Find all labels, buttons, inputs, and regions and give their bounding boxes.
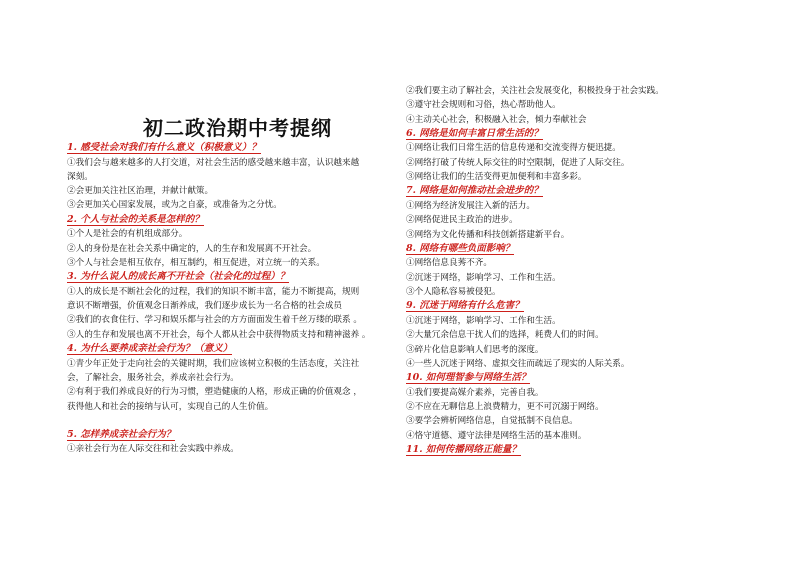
question-heading <box>406 242 736 257</box>
question-heading <box>406 443 736 458</box>
question-heading-text: 10. 如何理智参与网络生活？ <box>406 372 531 384</box>
question-heading-text: 4. 为什么要养成亲社会行为？（意义） <box>67 343 233 355</box>
answer-line: 意识不断增强，价值观念日渐养成，我们逐步成长为一名合格的社会成员 <box>67 301 343 312</box>
spacer <box>67 414 393 428</box>
question-heading <box>406 299 736 314</box>
question-heading <box>406 371 736 386</box>
question-heading <box>67 270 393 285</box>
question-heading <box>67 213 393 228</box>
answer-line: 会，了解社会，服务社会，养成亲社会行为。 <box>67 372 239 383</box>
answer-line: ③网络让我们的生活变得更加便利和丰富多彩。 <box>406 172 587 183</box>
answer-line: ①沉迷于网络，影响学习、工作和生活。 <box>406 315 561 326</box>
answer-line: ②有利于我们养成良好的行为习惯，塑造健康的人格，形成正确的价值观念 ， <box>67 387 362 398</box>
left-column <box>67 141 393 457</box>
answer-line: ③会更加关心国家发展，或为之自豪，或准备为之分忧。 <box>67 200 282 211</box>
page-title: 初二政治期中考提纲 <box>143 116 332 140</box>
answer-line: 获得他人和社会的接纳与认可，实现自己的人生价值。 <box>67 401 274 412</box>
answer-line: ②网络打破了传统人际交往的时空限制，促进了人际交往。 <box>406 157 630 168</box>
answer-line: ②大量冗余信息干扰人们的选择，耗费人们的时间。 <box>406 330 604 341</box>
question-heading-text: 3. 为什么说人的成长离不开社会（社会化的过程）？ <box>67 271 290 283</box>
question-heading-text: 5. 怎样养成亲社会行为？ <box>67 428 176 440</box>
answer-line: ③人的生存和发展也离不开社会，每个人都从社会中获得物质支持和精神滋养 。 <box>67 329 371 340</box>
question-heading <box>67 342 393 357</box>
answer-line: ②我们的衣食住行、学习和娱乐都与社会的方方面面发生着千丝万缕的联系 。 <box>67 315 362 326</box>
answer-line: ③个人与社会是相互依存，相互制约，相互促进，对立统一的关系。 <box>67 257 325 268</box>
answer-line: ④主动关心社会，积极融入社会，倾力奉献社会 <box>406 114 587 125</box>
answer-line: ①亲社会行为在人际交往和社会实践中养成。 <box>67 444 239 455</box>
answer-line: ②人的身份是在社会关系中确定的，人的生存和发展离不开社会。 <box>67 243 317 254</box>
answer-line: ①网络让我们日常生活的信息传递和交流变得方便迅捷。 <box>406 143 621 154</box>
question-heading-text: 9. 沉迷于网络有什么危害？ <box>406 300 524 312</box>
answer-line: ①青少年正处于走向社会的关键时期，我们应该树立积极的生活态度，关注社 <box>67 358 360 369</box>
question-heading-text: 7. 网络是如何推动社会进步的？ <box>406 185 543 197</box>
answer-line: ①个人是社会的有机组成部分。 <box>67 229 188 240</box>
answer-line: ④恪守道德、遵守法律是网络生活的基本准则。 <box>406 430 587 441</box>
answer-line: ②我们要主动了解社会，关注社会发展变化，积极投身于社会实践。 <box>406 86 664 96</box>
answer-line: ②不应在无聊信息上浪费精力，更不可沉溺于网络。 <box>406 402 604 413</box>
question-heading <box>406 184 736 199</box>
answer-line: ①网络信息良莠不齐。 <box>406 258 492 269</box>
answer-line: ①我们要提高媒介素养，完善自我。 <box>406 387 544 398</box>
answer-line: ③个人隐私容易被侵犯。 <box>406 287 501 298</box>
question-heading <box>406 127 736 142</box>
question-heading-text: 2. 个人与社会的关系是怎样的？ <box>67 213 204 225</box>
answer-line: ②网络促进民主政治的进步。 <box>406 215 518 226</box>
question-heading <box>67 428 393 443</box>
answer-line: ③网络为文化传播和科技创新搭建新平台。 <box>406 229 570 240</box>
answer-line: ③要学会辨析网络信息，自觉抵制不良信息。 <box>406 416 578 427</box>
question-heading-text: 11. 如何传播网络正能量？ <box>406 443 521 455</box>
answer-line: ③碎片化信息影响人们思考的深度。 <box>406 344 544 355</box>
answer-line: ①网络为经济发展注入新的活力。 <box>406 200 535 211</box>
answer-line: ①我们会与越来越多的人打交道，对社会生活的感受越来越丰富，认识越来越 <box>67 157 360 168</box>
answer-line: 深刻。 <box>67 171 93 182</box>
answer-line: ②沉迷于网络，影响学习、工作和生活。 <box>406 272 561 283</box>
question-heading-text: 1. 感受社会对我们有什么意义（积极意义）？ <box>67 142 261 153</box>
question-heading <box>67 141 393 156</box>
question-heading-text: 6. 网络是如何丰富日常生活的？ <box>406 127 543 139</box>
answer-line: ②会更加关注社区治理，并献计献策。 <box>67 186 214 197</box>
right-column <box>406 84 736 458</box>
answer-line: ③遵守社会规则和习俗，热心帮助他人。 <box>406 100 561 111</box>
answer-line: ④一些人沉迷于网络、虚拟交往而疏远了现实的人际关系。 <box>406 358 630 369</box>
question-heading-text: 8. 网络有哪些负面影响？ <box>406 242 515 254</box>
answer-line: ①人的成长是不断社会化的过程，我们的知识不断丰富，能力不断提高，规则 <box>67 286 360 297</box>
